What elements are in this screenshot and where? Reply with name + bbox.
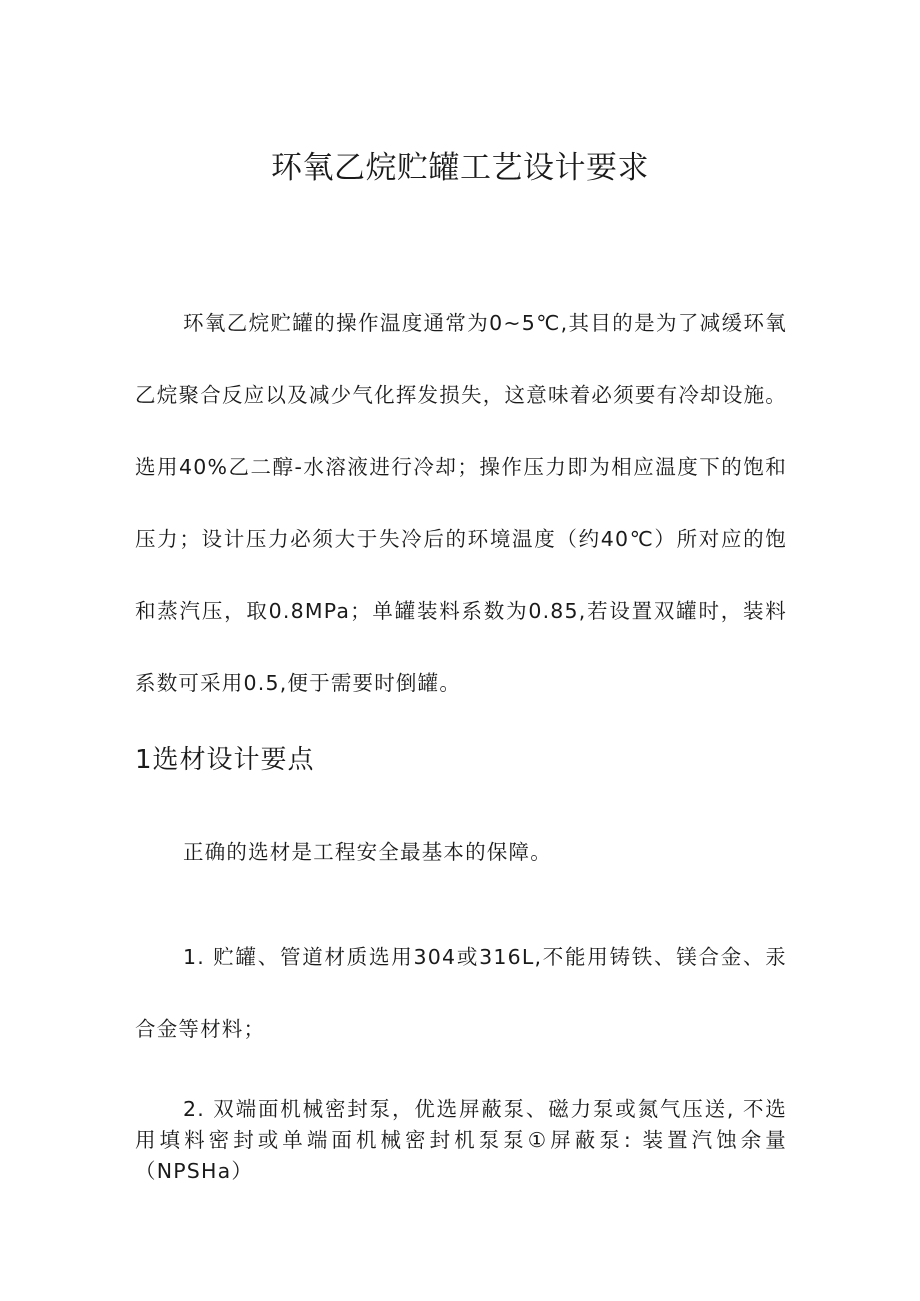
section-intro-paragraph: 正确的选材是工程安全最基本的保障。 [183, 840, 552, 864]
list-item: 1. 贮罐、管道材质选用304或316L,不能用铸铁、镁合金、汞合金等材料； [135, 945, 787, 1041]
section-heading: 1选材设计要点 [135, 745, 315, 775]
list-item: 2. 双端面机械密封泵，优选屏蔽泵、磁力泵或氮气压送, 不选用填料密封或单端面机械密封机泵泵①屏蔽泵: 装置汽蚀余量（NPSHa） [135, 1097, 787, 1183]
intro-paragraph: 环氧乙烷贮罐的操作温度通常为0~5℃,其目的是为了减缓环氧乙烷聚合反应以及减少气化挥发损失，这意味着必须要有冷却设施。选用40%乙二醇-水溶液进行冷却；操作压力即为相应温度下的饱和压力；设计压力必须大于失冷后的环境温度（约40℃）所对应的饱和蒸汽压，取0.8MPa；单罐装料系数为0.85,若设置双罐时，装料系数可采用0.5,便于需要时倒罐。 [135, 311, 787, 695]
document-title: 环氧乙烷贮罐工艺设计要求 [271, 150, 649, 186]
